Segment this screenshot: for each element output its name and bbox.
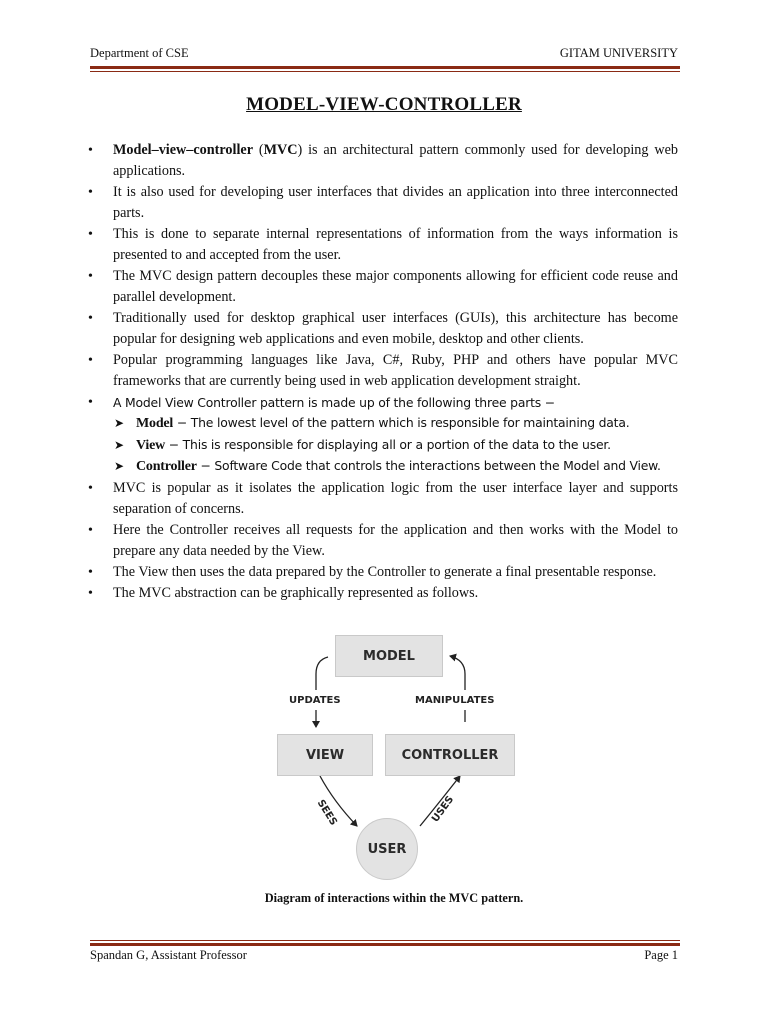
header-university: GITAM UNIVERSITY [559, 46, 678, 60]
bullet-list [88, 140, 678, 604]
bullet-dot: • [88, 564, 93, 580]
user-circle [356, 818, 418, 880]
updates-arrow [316, 657, 328, 690]
mvc-diagram [270, 630, 522, 890]
paren-open: ( [253, 142, 264, 158]
list-item-text: The MVC abstraction can be graphically represented as follows. [113, 584, 479, 601]
bold-term: Model–view–controller [113, 142, 253, 158]
list-item-text: This is done to separate internal representations of information from the ways information is presented to and accepted from the user. [113, 226, 678, 263]
arrow-bullet-icon: ➤ [114, 416, 124, 430]
list-item [88, 583, 678, 604]
header-rule-thick [90, 66, 680, 69]
part-description: − This is responsible for displaying all or a portion of the data to the user. [165, 436, 611, 452]
list-item [88, 308, 678, 350]
footer-rule-thin [90, 940, 680, 941]
part-name: View [136, 437, 166, 453]
bullet-dot: • [88, 269, 93, 284]
bullet-dot: • [88, 395, 93, 410]
part-description: − Software Code that controls the interactions between the Model and View. [196, 458, 661, 474]
bullet-dot: • [88, 311, 93, 326]
uses-label: USES [430, 794, 457, 825]
diagram-caption: Diagram of interactions within the MVC pattern. [264, 891, 524, 905]
bold-abbr: MVC [263, 142, 298, 158]
model-label: MODEL [363, 648, 415, 664]
list-item-text: The MVC design pattern decouples these major components allowing for efficient code reuse and parallel development. [113, 268, 678, 305]
list-item [88, 140, 678, 182]
list-item-text: Here the Controller receives all requests for the application and then works with the Model to prepare any data needed by the View. [113, 521, 678, 559]
bullet-dot: • [88, 185, 93, 200]
list-item [88, 350, 678, 392]
list-item-text: MVC is popular as it isolates the application logic from the user interface layer and supports separation of concerns. [113, 479, 678, 517]
footer-rule-thick [90, 943, 680, 946]
sub-list-item [113, 435, 678, 457]
list-item-text: It is also used for developing user interfaces that divides an application into three interconnected parts. [113, 184, 678, 221]
page-number: Page 1 [644, 948, 678, 962]
page-header [90, 46, 678, 64]
model-box [335, 635, 443, 677]
sub-list [113, 413, 678, 478]
list-item-text: Popular programming languages like Java, C#, Ruby, PHP and others have popular MVC frameworks that are currently being used in web application development straight. [113, 352, 678, 389]
part-name: Controller [136, 459, 197, 475]
arrow-bullet-icon: ➤ [114, 437, 124, 452]
arrow-bullet-icon: ➤ [114, 459, 124, 474]
part-description: − The lowest level of the pattern which is responsible for maintaining data. [173, 415, 630, 430]
user-label: USER [367, 841, 407, 857]
sub-list-container [88, 413, 678, 478]
page-footer [90, 948, 678, 966]
sub-list-item [113, 413, 678, 435]
header-department: Department of CSE [90, 46, 189, 60]
bullet-dot: • [88, 480, 93, 496]
bullet-dot: • [88, 143, 93, 158]
controller-label: CONTROLLER [401, 747, 499, 763]
controller-box [385, 734, 515, 776]
sees-label: SEES [314, 798, 339, 828]
bullet-dot: • [88, 585, 93, 601]
list-item-text: A Model View Controller pattern is made up of the following three parts − [113, 395, 555, 410]
list-item [88, 182, 678, 224]
list-item [88, 266, 678, 308]
part-name: Model [136, 416, 174, 431]
list-item [88, 562, 678, 583]
bullet-dot: • [88, 522, 93, 538]
view-label: VIEW [305, 747, 345, 763]
list-item-text: The View then uses the data prepared by the Controller to generate a final presentable response. [113, 563, 657, 580]
footer-author: Spandan G, Assistant Professor [90, 948, 247, 962]
header-rule-thin [90, 71, 680, 72]
manipulates-label: MANIPULATES [415, 695, 495, 706]
list-item [88, 478, 678, 520]
page-title: MODEL-VIEW-CONTROLLER [246, 94, 522, 115]
list-item [88, 392, 678, 413]
list-item [88, 520, 678, 562]
view-box [277, 734, 373, 776]
list-item-text: ) is an architectural pattern commonly used for developing web applications. [113, 142, 678, 179]
bullet-dot: • [88, 353, 93, 368]
updates-label: UPDATES [289, 695, 341, 706]
sub-list-item [113, 456, 678, 478]
manipulates-arrow-upper [450, 656, 465, 690]
list-item [88, 224, 678, 266]
list-item-text: Traditionally used for desktop graphical user interfaces (GUIs), this architecture has become popular for designing web applications and even mobile, desktop and other clients. [113, 310, 678, 347]
bullet-dot: • [88, 227, 93, 242]
